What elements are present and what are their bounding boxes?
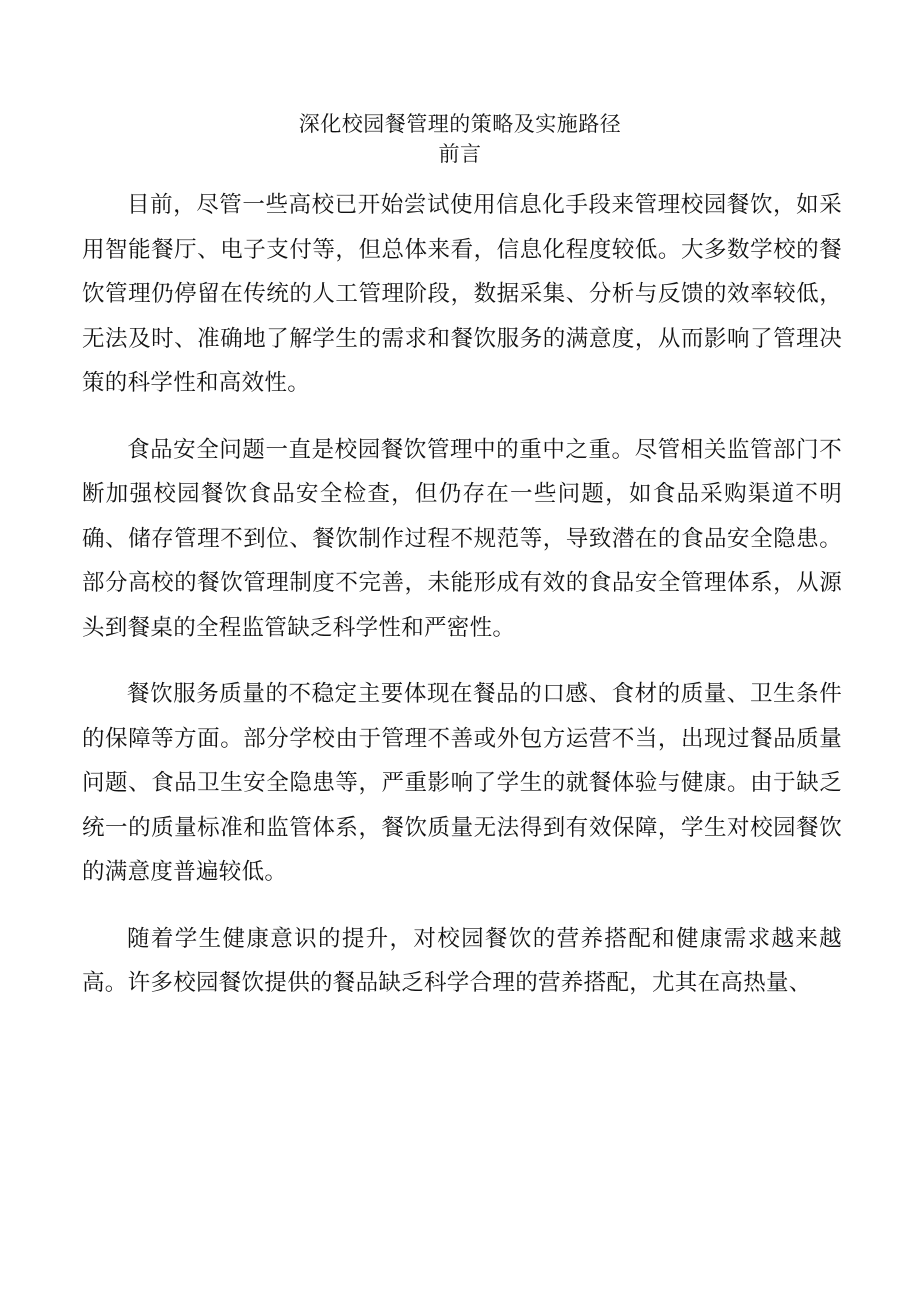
- paragraph-1: 目前，尽管一些高校已开始尝试使用信息化手段来管理校园餐饮，如采用智能餐厅、电子支付等，但总体来看，信息化程度较低。大多数学校的餐饮管理仍停留在传统的人工管理阶段，数据采集、分析与反馈的效率较低，无法及时、准确地了解学生的需求和餐饮服务的满意度，从而影响了管理决策的科学性和高效性。: [82, 192, 842, 396]
- document-title: 深化校园餐管理的策略及实施路径: [298, 112, 622, 136]
- paragraph-2: 食品安全问题一直是校园餐饮管理中的重中之重。尽管相关监管部门不断加强校园餐饮食品安全检查，但仍存在一些问题，如食品采购渠道不明确、储存管理不到位、餐饮制作过程不规范等，导致潜在的食品安全隐患。部分高校的餐饮管理制度不完善，未能形成有效的食品安全管理体系，从源头到餐桌的全程监管缺乏科学性和严密性。: [82, 436, 842, 641]
- document-body: [82, 183, 842, 1028]
- paragraph-3: 餐饮服务质量的不稳定主要体现在餐品的口感、食材的质量、卫生条件的保障等方面。部分学校由于管理不善或外包方运营不当，出现过餐品质量问题、食品卫生安全隐患等，严重影响了学生的就餐体验与健康。由于缺乏统一的质量标准和监管体系，餐饮质量无法得到有效保障，学生对校园餐饮的满意度普遍较低。: [82, 681, 842, 885]
- paragraph-4: 随着学生健康意识的提升，对校园餐饮的营养搭配和健康需求越来越高。许多校园餐饮提供的餐品缺乏科学合理的营养搭配，尤其在高热量、: [82, 925, 842, 996]
- section-heading: 前言: [438, 142, 482, 166]
